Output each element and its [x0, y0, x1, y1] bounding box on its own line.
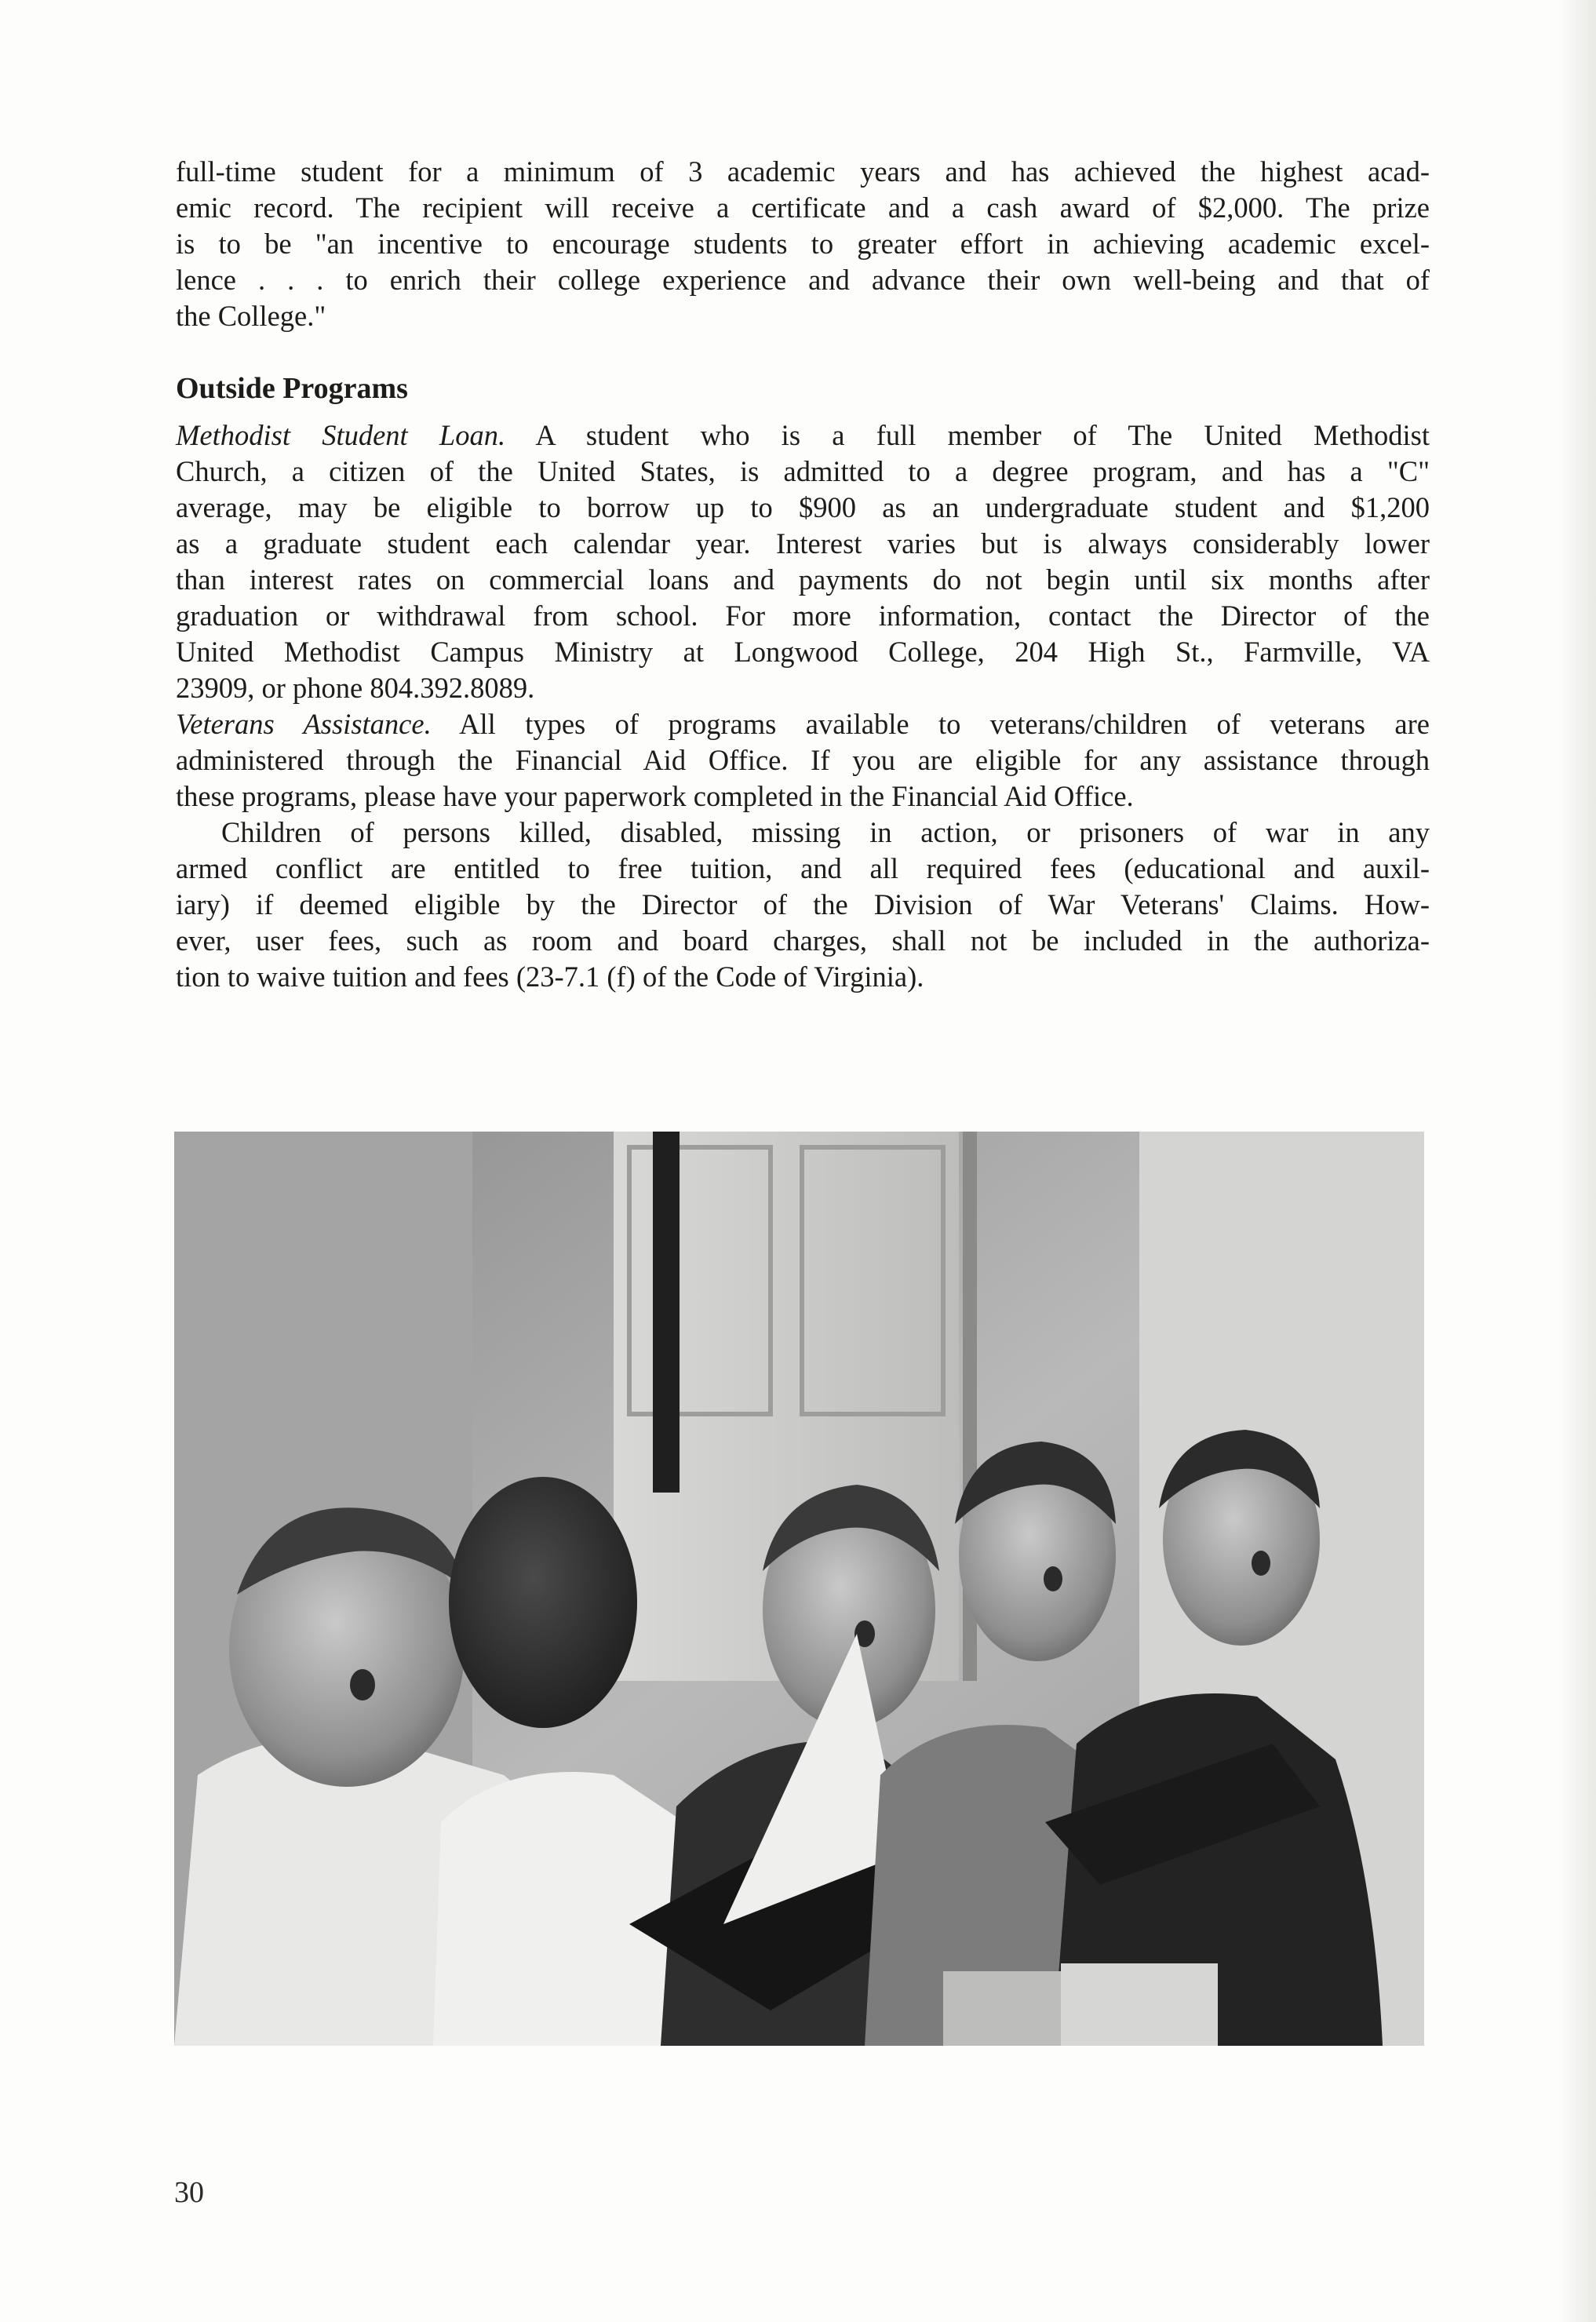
text-line: Children of persons killed, disabled, missing in action, or prisoners of war in any: [221, 816, 1430, 848]
text-line: [176, 706, 1430, 742]
body-text: [176, 154, 1430, 995]
text-line: administered through the Financial Aid Office. If you are eligible for any assistance through: [176, 744, 1430, 776]
text-line: 23909, or phone 804.392.8089.: [176, 672, 535, 704]
page-number: 30: [174, 2176, 204, 2209]
text-line: United Methodist Campus Ministry at Longwood College, 204 High St., Farmville, VA: [176, 636, 1430, 668]
page-edge-shadow: [1558, 0, 1596, 2322]
singer-2-head: [449, 1477, 637, 1728]
run-in-heading-veterans: Veterans Assistance.: [176, 708, 432, 740]
text-line: lence . . . to enrich their college experience and advance their own well-being and that of: [176, 264, 1430, 296]
singer-4-mouth: [1044, 1566, 1062, 1591]
war-children-paragraph: [176, 815, 1430, 995]
text-line: [176, 417, 1430, 454]
text-line: the College.": [176, 300, 326, 332]
choir-photo-illustration: [174, 1132, 1424, 2046]
veterans-assistance-paragraph: [176, 706, 1430, 815]
text-line: full-time student for a minimum of 3 academic years and has achieved the highest acad-: [176, 155, 1430, 188]
text-line: Church, a citizen of the United States, is admitted to a degree program, and has a "C": [176, 455, 1430, 487]
trousers: [1061, 1963, 1218, 2046]
choir-photo: [174, 1132, 1424, 2046]
text-line: is to be "an incentive to encourage students to greater effort in achieving academic excel-: [176, 228, 1430, 260]
text-line: as a graduate student each calendar year. Interest varies but is always considerably lower: [176, 527, 1430, 560]
methodist-loan-paragraph: [176, 417, 1430, 706]
text-line: emic record. The recipient will receive a certificate and a cash award of $2,000. The prize: [176, 191, 1430, 224]
text-line: ever, user fees, such as room and board charges, shall not be included in the authoriza-: [176, 924, 1430, 957]
text-line: tion to waive tuition and fees (23-7.1 (f) of the Code of Virginia).: [176, 961, 924, 993]
trousers: [943, 1971, 1061, 2046]
text-line: armed conflict are entitled to free tuition, and all required fees (educational and auxil-: [176, 852, 1430, 884]
text-line: these programs, please have your paperwork completed in the Financial Aid Office.: [176, 780, 1134, 812]
text-line: than interest rates on commercial loans and payments do not begin until six months after: [176, 563, 1430, 596]
singer-5-mouth: [1252, 1551, 1270, 1576]
intro-paragraph: [176, 154, 1430, 334]
text-fragment: A student who is a full member of The United Methodist: [505, 419, 1430, 451]
text-line: average, may be eligible to borrow up to $900 as an undergraduate student and $1,200: [176, 491, 1430, 523]
run-in-heading-methodist: Methodist Student Loan.: [176, 419, 506, 451]
singer-1-mouth: [350, 1669, 375, 1700]
text-line: iary) if deemed eligible by the Director of the Division of War Veterans' Claims. How-: [176, 888, 1430, 920]
text-line: graduation or withdrawal from school. For more information, contact the Director of the: [176, 600, 1430, 632]
text-fragment: All types of programs available to veterans/children of veterans are: [431, 708, 1430, 740]
door-frame-dark: [653, 1132, 680, 1493]
section-heading-outside-programs: Outside Programs: [176, 372, 408, 405]
